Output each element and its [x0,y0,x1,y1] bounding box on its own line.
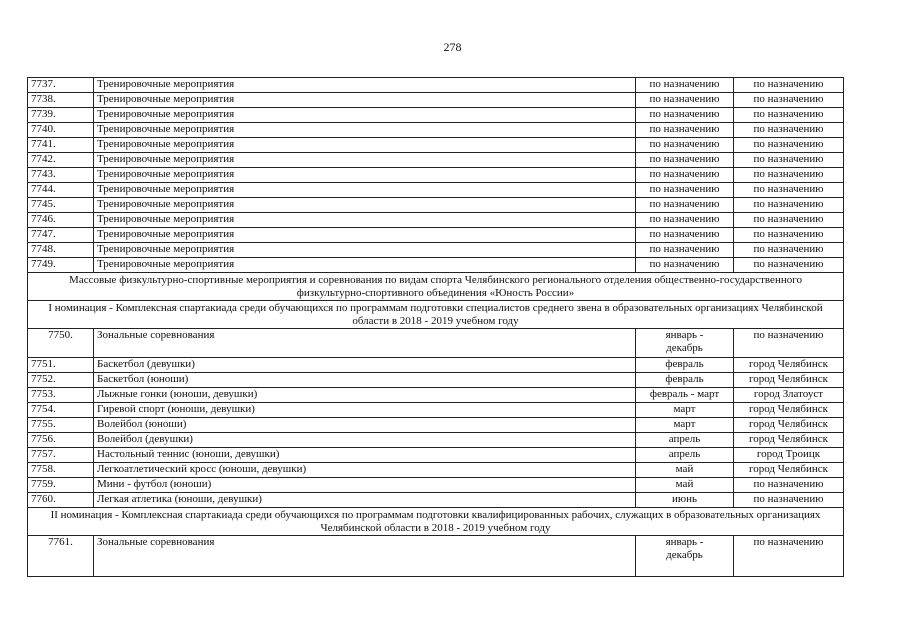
event-place: город Челябинск [734,358,844,373]
page-number: 278 [443,40,462,54]
event-place: по назначению [734,168,844,183]
table-row [28,153,844,168]
event-date-line: январь - [665,536,704,548]
event-name: Баскетбол (юноши) [94,373,636,388]
event-date: по назначению [636,153,734,168]
event-number: 7755. [28,418,94,433]
event-name: Тренировочные мероприятия [94,123,636,138]
event-name: Тренировочные мероприятия [94,78,636,93]
table-row [28,418,844,433]
event-number: 7754. [28,403,94,418]
event-number: 7761. [28,536,94,577]
event-number: 7740. [28,123,94,138]
event-name: Тренировочные мероприятия [94,243,636,258]
table-row [28,138,844,153]
event-place: по назначению [734,329,844,358]
event-name: Волейбол (юноши) [94,418,636,433]
event-number: 7739. [28,108,94,123]
event-name: Гиревой спорт (юноши, девушки) [94,403,636,418]
table-row [28,478,844,493]
event-place: по назначению [734,93,844,108]
event-place: по назначению [734,138,844,153]
event-name: Зональные соревнования [94,536,636,577]
event-place: по назначению [734,198,844,213]
event-date: по назначению [636,258,734,273]
event-number: 7751. [28,358,94,373]
event-place: по назначению [734,493,844,508]
event-place: по назначению [734,78,844,93]
event-date [636,536,734,577]
event-number: 7744. [28,183,94,198]
event-place: по назначению [734,228,844,243]
event-number: 7760. [28,493,94,508]
table-row [28,463,844,478]
event-number: 7743. [28,168,94,183]
event-number: 7737. [28,78,94,93]
event-date: февраль [636,358,734,373]
event-date: март [636,418,734,433]
event-name: Тренировочные мероприятия [94,228,636,243]
table-row [28,358,844,373]
event-place: город Златоуст [734,388,844,403]
table-row [28,329,844,358]
table-row [28,123,844,138]
event-date: апрель [636,433,734,448]
event-date: март [636,403,734,418]
table-row [28,243,844,258]
table-row [28,258,844,273]
event-date: апрель [636,448,734,463]
event-date: февраль - март [636,388,734,403]
event-name: Настольный теннис (юноши, девушки) [94,448,636,463]
event-date: по назначению [636,243,734,258]
event-date: по назначению [636,108,734,123]
event-name: Баскетбол (девушки) [94,358,636,373]
event-place: город Челябинск [734,403,844,418]
event-name: Тренировочные мероприятия [94,213,636,228]
table-row [28,93,844,108]
nomination-header-title: I номинация - Комплексная спартакиада среди обучающихся по программам подготовки специалистов среднего звена в образовательных организациях Челябинской области в 2018 - 2019 учебном году [28,301,844,329]
event-number: 7758. [28,463,94,478]
table-row [28,536,844,577]
event-place: город Троицк [734,448,844,463]
event-number: 7742. [28,153,94,168]
event-number: 7749. [28,258,94,273]
event-date: май [636,463,734,478]
table-row [28,448,844,463]
nomination-header [28,508,844,536]
event-name: Легкая атлетика (юноши, девушки) [94,493,636,508]
events-table-body [28,78,844,577]
event-date: по назначению [636,78,734,93]
table-row [28,373,844,388]
event-place: город Челябинск [734,433,844,448]
event-place: по назначению [734,536,844,577]
table-row [28,108,844,123]
nomination-header [28,301,844,329]
event-name: Тренировочные мероприятия [94,198,636,213]
events-table [27,77,844,577]
event-name: Тренировочные мероприятия [94,153,636,168]
event-date-line: декабрь [666,342,703,354]
event-name: Тренировочные мероприятия [94,258,636,273]
table-row [28,183,844,198]
event-name: Легкоатлетический кросс (юноши, девушки) [94,463,636,478]
event-place: город Челябинск [734,418,844,433]
event-date: по назначению [636,228,734,243]
nomination-header-title: II номинация - Комплексная спартакиада среди обучающихся по программам подготовки квалифицированных рабочих, служащих в образовательных организациях Челябинской области в 2018 - 2019 учебном году [28,508,844,536]
event-date-line: декабрь [666,549,703,561]
event-date: по назначению [636,183,734,198]
event-name: Тренировочные мероприятия [94,138,636,153]
event-place: по назначению [734,243,844,258]
event-number: 7745. [28,198,94,213]
event-date: по назначению [636,93,734,108]
event-name: Лыжные гонки (юноши, девушки) [94,388,636,403]
event-number: 7747. [28,228,94,243]
event-place: по назначению [734,258,844,273]
table-row [28,78,844,93]
event-date-line: январь - [665,329,704,341]
event-place: по назначению [734,153,844,168]
event-name: Тренировочные мероприятия [94,183,636,198]
event-date: по назначению [636,168,734,183]
event-number: 7753. [28,388,94,403]
event-date: по назначению [636,123,734,138]
event-name: Тренировочные мероприятия [94,168,636,183]
table-row [28,493,844,508]
event-place: по назначению [734,213,844,228]
event-place: по назначению [734,108,844,123]
table-row [28,228,844,243]
event-name: Тренировочные мероприятия [94,108,636,123]
event-place: город Челябинск [734,373,844,388]
event-place: по назначению [734,123,844,138]
table-row [28,403,844,418]
event-name: Зональные соревнования [94,329,636,358]
event-number: 7756. [28,433,94,448]
event-number: 7750. [28,329,94,358]
event-number: 7738. [28,93,94,108]
section-header-title: Массовые физкультурно-спортивные мероприятия и соревнования по видам спорта Челябинского регионального отделения общественно-государственного физкультурно-спортивного объединения «Юность России» [28,273,844,301]
event-number: 7757. [28,448,94,463]
event-number: 7752. [28,373,94,388]
table-row [28,213,844,228]
event-name: Волейбол (девушки) [94,433,636,448]
event-place: по назначению [734,183,844,198]
table-row [28,168,844,183]
event-place: по назначению [734,478,844,493]
table-row [28,433,844,448]
event-place: город Челябинск [734,463,844,478]
event-number: 7741. [28,138,94,153]
event-date: май [636,478,734,493]
event-number: 7759. [28,478,94,493]
event-date: по назначению [636,213,734,228]
event-date: по назначению [636,138,734,153]
section-header [28,273,844,301]
event-date: февраль [636,373,734,388]
event-date [636,329,734,358]
event-number: 7748. [28,243,94,258]
table-row [28,388,844,403]
event-date: по назначению [636,198,734,213]
table-row [28,198,844,213]
event-name: Тренировочные мероприятия [94,93,636,108]
event-number: 7746. [28,213,94,228]
event-name: Мини - футбол (юноши) [94,478,636,493]
event-date: июнь [636,493,734,508]
